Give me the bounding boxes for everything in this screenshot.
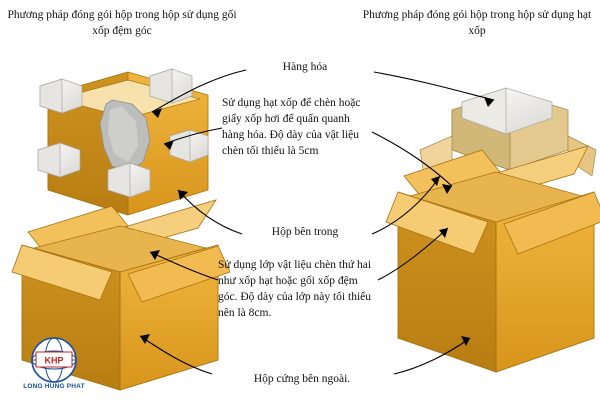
callout-foam-paragraph: Sử dụng hạt xốp để chèn hoặc giấy xốp hơi để quấn quanh hàng hóa. Độ dày của vật liệu chèn tối thiểu là 5cm	[222, 97, 361, 157]
company-logo	[6, 338, 102, 396]
title-left: Phương pháp đóng gói hộp trong hộp sử dụng gối xốp đệm góc	[7, 9, 237, 37]
logo-tagline: LONG HUNG PHAT	[23, 383, 85, 390]
logo-brand-text: KHP	[44, 355, 64, 366]
callout-goods: Hàng hóa	[282, 61, 328, 73]
callout-outer-box: Hộp cứng bên ngoài.	[253, 373, 351, 385]
callout-inner-box: Hộp bên trong	[271, 226, 339, 238]
callout-layer-paragraph: Sử dụng lớp vật liệu chèn thứ hai như xốp hạt hoặc gối xốp đệm góc. Độ dày của lớp này tối thiểu nên là 8cm.	[218, 259, 372, 319]
right-outer-box-group	[386, 146, 600, 372]
title-right: Phương pháp đóng gói hộp trong hộp sử dụng hạt xốp	[362, 9, 592, 37]
